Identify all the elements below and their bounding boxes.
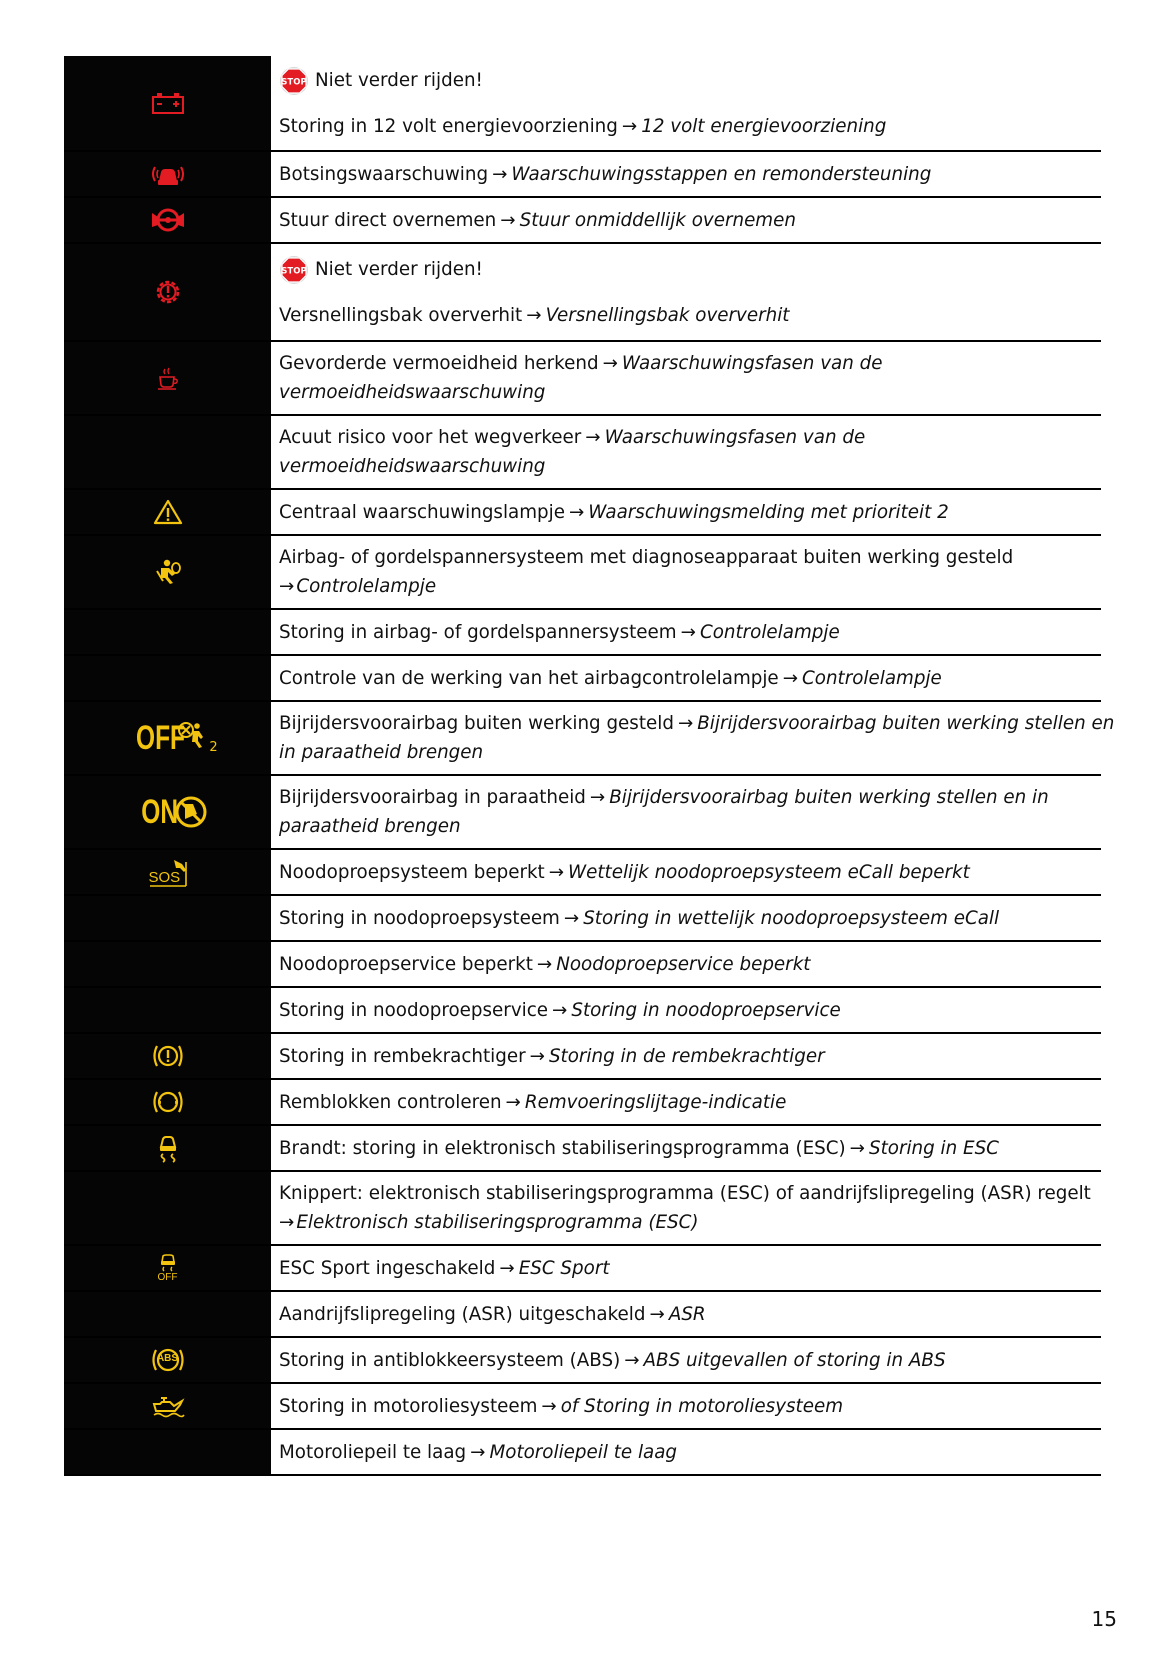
steering-takeover-icon	[149, 207, 187, 233]
table-row	[64, 610, 1101, 656]
stop-text: Niet verder rijden!	[315, 259, 483, 280]
esc-off-icon	[157, 1253, 179, 1283]
airbag-icon	[153, 557, 183, 587]
description-cell	[271, 702, 1120, 774]
table-row	[64, 1292, 1101, 1338]
arrow-right-icon: →	[552, 999, 568, 1021]
icon-cell	[64, 1292, 271, 1336]
cross-reference: Waarschuwingsfasen van de	[621, 353, 883, 374]
cross-reference: Storing in ESC	[869, 1137, 999, 1159]
arrow-right-icon: →	[649, 1303, 665, 1325]
message-text: Versnellingsbak oververhit	[279, 304, 523, 326]
page-number: 15	[1091, 1607, 1117, 1631]
cross-reference: Waarschuwingsstappen en remondersteuning	[511, 163, 932, 185]
table-row	[64, 656, 1101, 702]
cross-reference: of Storing in motoroliesysteem	[560, 1395, 844, 1417]
icon-cell	[64, 1080, 271, 1124]
icon-cell	[64, 342, 271, 414]
icon-cell	[64, 1034, 271, 1078]
message-text: Acuut risico voor het wegverkeer	[279, 427, 582, 448]
description-cell	[271, 342, 1101, 414]
description-cell	[271, 1430, 1101, 1474]
table-row	[64, 198, 1101, 244]
cross-reference: Elektronisch stabiliseringsprogramma (ESC)	[296, 1212, 699, 1233]
message-text: Botsingswaarschuwing	[279, 163, 489, 185]
arrow-right-icon: →	[782, 667, 799, 689]
table-row	[64, 536, 1101, 610]
message-text: Storing in noodoproepservice	[279, 999, 549, 1021]
warning-lights-table	[64, 56, 1115, 1476]
icon-cell	[64, 702, 271, 774]
cross-reference: vermoeidheidswaarschuwing	[279, 382, 546, 403]
cross-reference: vermoeidheidswaarschuwing	[279, 456, 546, 477]
description-cell	[271, 988, 1101, 1032]
stop-badge-text: STOP	[281, 266, 307, 276]
description-cell	[271, 152, 1101, 196]
cross-reference: ASR	[668, 1303, 706, 1325]
table-row	[64, 1384, 1101, 1430]
message-text: Controle van de werking van het airbagcontrolelampje	[279, 667, 779, 689]
arrow-right-icon: →	[470, 1441, 486, 1463]
table-row	[64, 1338, 1101, 1384]
message-text: Storing in rembekrachtiger	[279, 1045, 526, 1067]
arrow-right-icon: →	[585, 427, 601, 448]
message-text: Gevorderde vermoeidheid herkend	[279, 353, 599, 374]
battery-icon	[151, 91, 185, 115]
description-cell	[271, 1126, 1101, 1170]
collision-warning-icon	[150, 161, 186, 187]
table-row	[64, 1126, 1101, 1172]
description-cell	[271, 416, 1101, 488]
arrow-right-icon: →	[500, 209, 516, 231]
icon-cell	[64, 850, 271, 894]
arrow-right-icon: →	[492, 163, 508, 185]
description-cell	[271, 1246, 1101, 1290]
message-text: Storing in 12 volt energievoorziening	[279, 115, 618, 137]
description-cell	[271, 490, 1101, 534]
table-row	[64, 1246, 1101, 1292]
sos-call-icon	[148, 856, 188, 888]
gearbox-overheat-icon	[153, 277, 183, 307]
cross-reference: ESC Sport	[518, 1257, 610, 1279]
message-text: Knippert: elektronisch stabiliseringsprogramma (ESC) of aandrijfslipregeling (ASR) regelt	[279, 1183, 1091, 1204]
stop-warning	[279, 66, 1095, 96]
stop-sign-icon	[279, 66, 309, 96]
description-cell	[271, 244, 1101, 340]
stop-warning	[279, 255, 1095, 285]
description-cell	[271, 1384, 1101, 1428]
icon-cell	[64, 776, 271, 848]
description-cell	[271, 1172, 1101, 1244]
cross-reference: Storing in noodoproepservice	[571, 999, 841, 1021]
table-row	[64, 416, 1101, 490]
arrow-right-icon: →	[536, 953, 553, 975]
arrow-right-icon: →	[541, 1395, 557, 1417]
arrow-right-icon: →	[526, 304, 542, 326]
cross-reference: Storing in wettelijk noodoproepsysteem eCall	[583, 907, 1000, 929]
message-text: Noodoproepservice beperkt	[279, 953, 533, 975]
off-label: OFF	[136, 719, 186, 757]
stop-badge-text: STOP	[281, 77, 307, 87]
abs-icon	[150, 1346, 186, 1374]
icon-cell	[64, 536, 271, 608]
arrow-right-icon: →	[589, 787, 606, 808]
sos-label: SOS	[148, 869, 181, 886]
table-row	[64, 342, 1101, 416]
cross-reference: Noodoproepservice beperkt	[556, 953, 811, 975]
icon-cell	[64, 656, 271, 700]
icon-cell	[64, 1338, 271, 1382]
message-text: Storing in airbag- of gordelspannersysteem	[279, 621, 677, 643]
icon-cell	[64, 56, 271, 150]
icon-cell	[64, 198, 271, 242]
cross-reference: Waarschuwingsmelding met prioriteit 2	[588, 501, 949, 523]
arrow-right-icon: →	[563, 907, 580, 929]
arrow-right-icon: →	[849, 1137, 865, 1159]
description-cell	[271, 896, 1101, 940]
description-cell	[271, 198, 1101, 242]
table-row	[64, 1080, 1101, 1126]
icon-cell	[64, 416, 271, 488]
cross-reference: Remvoeringslijtage-indicatie	[524, 1091, 787, 1113]
message-text: Bijrijdersvoorairbag in paraatheid	[279, 787, 586, 808]
cross-reference: Bijrijdersvoorairbag buiten werking stellen en	[697, 713, 1115, 734]
arrow-right-icon: →	[602, 353, 618, 374]
cross-reference: Stuur onmiddellijk overnemen	[519, 209, 796, 231]
on-label: ON	[141, 793, 178, 831]
arrow-right-icon: →	[680, 621, 696, 643]
table-row	[64, 244, 1101, 342]
table-row	[64, 850, 1101, 896]
description-cell	[271, 536, 1101, 608]
oil-pressure-icon	[150, 1394, 186, 1418]
cross-reference: Controlelampje	[699, 621, 840, 643]
message-text: Bijrijdersvoorairbag buiten werking gesteld	[279, 713, 674, 734]
icon-cell	[64, 896, 271, 940]
abs-label: ABS	[156, 1353, 179, 1364]
arrow-right-icon: →	[499, 1257, 515, 1279]
skidding-car-icon	[157, 1253, 179, 1273]
description-cell	[271, 1338, 1101, 1382]
arrow-right-icon: →	[677, 713, 694, 734]
cross-reference: Waarschuwingsfasen van de	[604, 427, 866, 448]
arrow-right-icon: →	[621, 115, 638, 137]
coffee-cup-icon	[155, 365, 181, 391]
table-row	[64, 1430, 1101, 1476]
message-text: Storing in antiblokkeersysteem (ABS)	[279, 1349, 621, 1371]
message-text: Stuur direct overnemen	[279, 209, 497, 231]
icon-cell	[64, 1384, 271, 1428]
table-row	[64, 702, 1115, 776]
arrow-right-icon: →	[568, 501, 585, 523]
message-text: Motoroliepeil te laag	[279, 1441, 467, 1463]
message-text: Aandrijfslipregeling (ASR) uitgeschakeld	[279, 1303, 646, 1325]
message-text: Storing in motoroliesysteem	[279, 1395, 538, 1417]
cross-reference: Storing in de rembekrachtiger	[548, 1045, 825, 1067]
icon-cell	[64, 1172, 271, 1244]
description-cell	[271, 56, 1101, 150]
description-cell	[271, 656, 1101, 700]
cross-reference: Controlelampje	[802, 667, 942, 689]
arrow-right-icon: →	[505, 1091, 521, 1113]
description-cell	[271, 1034, 1101, 1078]
table-row	[64, 896, 1101, 942]
arrow-right-icon: →	[529, 1045, 545, 1067]
table-row	[64, 152, 1101, 198]
description-cell	[271, 942, 1101, 986]
cross-reference: Bijrijdersvoorairbag buiten werking stellen en in	[609, 787, 1049, 808]
icon-cell	[64, 1430, 271, 1474]
cross-reference: Versnellingsbak oververhit	[545, 304, 790, 326]
cross-reference: 12 volt energievoorziening	[641, 115, 887, 137]
cross-reference: Wettelijk noodoproepsysteem eCall beperkt	[568, 861, 970, 883]
brake-booster-icon	[150, 1042, 186, 1070]
child-seat-crossed-icon	[174, 795, 208, 829]
icon-cell	[64, 1246, 271, 1290]
icon-cell	[64, 1126, 271, 1170]
icon-cell	[64, 988, 271, 1032]
icon-cell	[64, 610, 271, 654]
description-cell	[271, 610, 1101, 654]
brake-pad-icon	[150, 1088, 186, 1116]
description-cell	[271, 776, 1101, 848]
icon-cell	[64, 152, 271, 196]
cross-reference: paraatheid brengen	[279, 816, 461, 837]
table-row	[64, 776, 1101, 850]
table-row	[64, 942, 1101, 988]
cross-reference: in paraatheid brengen	[279, 742, 484, 763]
icon-cell	[64, 490, 271, 534]
passenger-airbag-off-icon	[117, 721, 217, 755]
message-text: Centraal waarschuwingslampje	[279, 501, 565, 523]
cross-reference: Controlelampje	[296, 576, 437, 597]
cross-reference: ABS uitgevallen of storing in ABS	[643, 1349, 946, 1371]
arrow-right-icon: →	[279, 576, 295, 597]
icon-cell	[64, 942, 271, 986]
table-row	[64, 56, 1101, 152]
table-row	[64, 1172, 1101, 1246]
stop-sign-icon	[279, 255, 309, 285]
arrow-right-icon: →	[279, 1212, 295, 1233]
cross-reference: Motoroliepeil te laag	[489, 1441, 678, 1463]
table-row	[64, 1034, 1101, 1080]
central-warning-triangle-icon	[153, 498, 183, 526]
icon-cell	[64, 244, 271, 340]
message-text: Remblokken controleren	[279, 1091, 502, 1113]
esc-icon	[154, 1133, 182, 1163]
description-cell	[271, 850, 1101, 894]
description-cell	[271, 1292, 1101, 1336]
off-label: OFF	[157, 1272, 178, 1283]
description-cell	[271, 1080, 1101, 1124]
message-text: Noodoproepsysteem beperkt	[279, 861, 545, 883]
arrow-right-icon: →	[548, 861, 565, 883]
table-row	[64, 988, 1101, 1034]
message-text: Storing in noodoproepsysteem	[279, 907, 560, 929]
stop-text: Niet verder rijden!	[315, 70, 483, 91]
message-text: ESC Sport ingeschakeld	[279, 1257, 496, 1279]
table-row	[64, 490, 1101, 536]
passenger-airbag-on-icon	[127, 795, 208, 829]
message-text: Brandt: storing in elektronisch stabiliseringsprogramma (ESC)	[279, 1137, 846, 1159]
arrow-right-icon: →	[624, 1349, 640, 1371]
message-text: Airbag- of gordelspannersysteem met diagnoseapparaat buiten werking gesteld	[279, 547, 1014, 568]
seat-number: 2	[209, 740, 218, 755]
